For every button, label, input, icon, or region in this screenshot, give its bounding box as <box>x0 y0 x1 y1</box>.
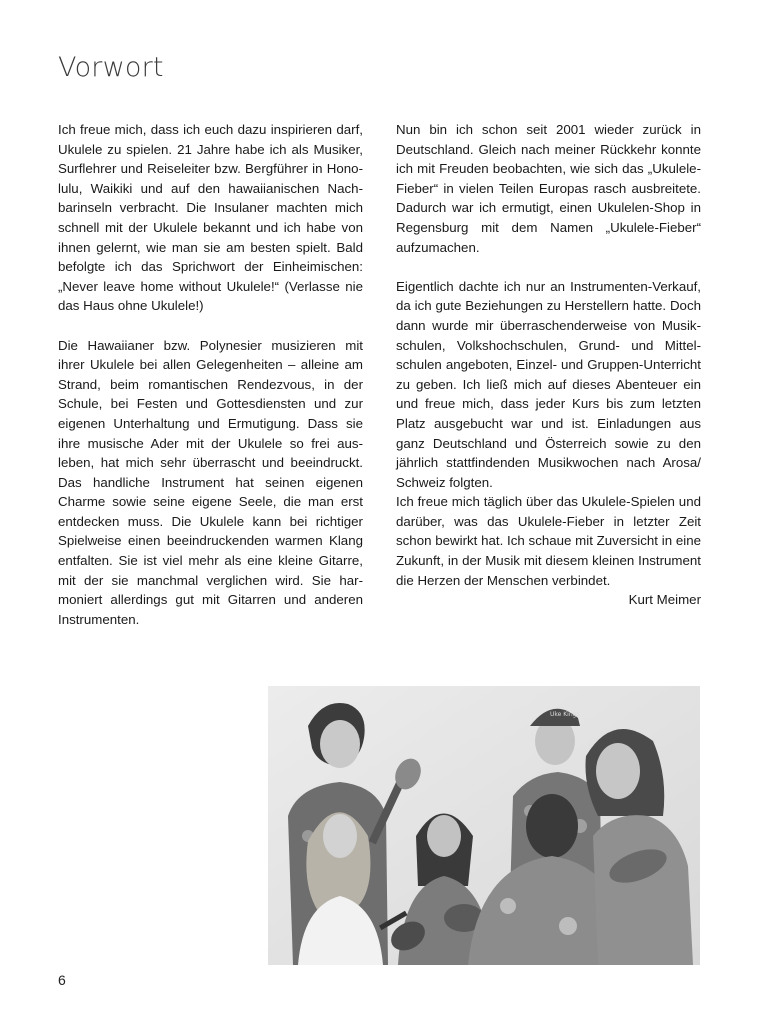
cap-logo-text: Uke Kings <box>550 711 580 718</box>
group-photo-illustration <box>268 686 700 965</box>
paragraph: Eigentlich dachte ich nur an Instrumenten-Verkauf, da ich gute Beziehungen zu Herstellern hatte. Doch dann wurde mir überraschenderweise von Musikschulen, Volkshochschulen, Grund- und Mittelschulen angeboten, Einzel- und Gruppen-Unterricht zu geben. Ich ließ mich auf dieses Abenteuer ein und freue mich, dass jeder Kurs bis zum letzten Platz ausgebucht war und ist. Einladungen aus ganz Deutschland und Österreich sowie zu den jährlich stattfindenden Musikwochen nach Arosa/ Schweiz folgten. <box>396 278 701 490</box>
paragraph: Die Hawaiianer bzw. Polynesier musizieren mit ihrer Ukulele bei allen Gelegenheiten – alleine am Strand, beim romantischen Rendezvous, in der Schule, bei Festen und Gottesdiensten und zur eigenen Unterhaltung und Ermutigung. Dass sie ihre musische Ader mit der Ukulele so frei ausleben, hat mich sehr überrascht und beeindruckt. Das handliche Instrument hat seinen eigenen Charme sowie seine eigene Seele, die man erst entdecken muss. Die Ukulele kann bei richtiger Spielweise einen beeindruckenden warmen Klang entfalten. Sie ist viel mehr als eine kleine Gitarre, mit der sie manchmal verglichen wird. Sie harmoniert allerdings gut mit Gitarren und anderen Instrumenten. <box>58 337 363 627</box>
paragraph: Ich freue mich, dass ich euch dazu inspirieren darf, Ukulele zu spielen. 21 Jahre habe ich als Musiker, Surflehrer und Reiseleiter bzw. Bergführer in Honolulu, Waikiki und auf den hawaiianischen Nachbarinseln verbracht. Die Insulaner machten mich schnell mit der Ukulele bekannt und ich habe von ihnen gelernt, wie man sie am besten spielt. Bald befolgte ich das Sprichwort der Einheimischen: „Never leave home without Ukulele!“ (Verlasse nie das Haus ohne Ukulele!) <box>58 122 363 314</box>
paragraph: Ich freue mich täglich über das Ukulele-Spielen und darüber, was das Ukulele-Fieber in letzter Zeit schon bewirkt hat. Ich schaue mit Zuversicht in eine Zukunft, in der Musik mit diesem kleinen Instrument die Herzen der Menschen verbindet. <box>396 494 701 588</box>
page-number: 6 <box>58 972 66 988</box>
group-photo <box>268 686 700 965</box>
right-column <box>396 120 701 610</box>
author-signature: Kurt Meimer <box>628 592 701 608</box>
page-title: Vorwort <box>58 52 164 83</box>
paragraph: Nun bin ich schon seit 2001 wieder zurück in Deutschland. Gleich nach meiner Rückkehr konnte ich mit Freuden beobachten, wie sich das „Ukulele-Fieber“ in vielen Teilen Europas rasch ausbreitete. Dadurch war ich ermutigt, einen Ukulelen-Shop in Regensburg mit dem Namen „Ukulele-Fieber“ aufzumachen. <box>396 122 701 255</box>
left-column <box>58 120 363 629</box>
